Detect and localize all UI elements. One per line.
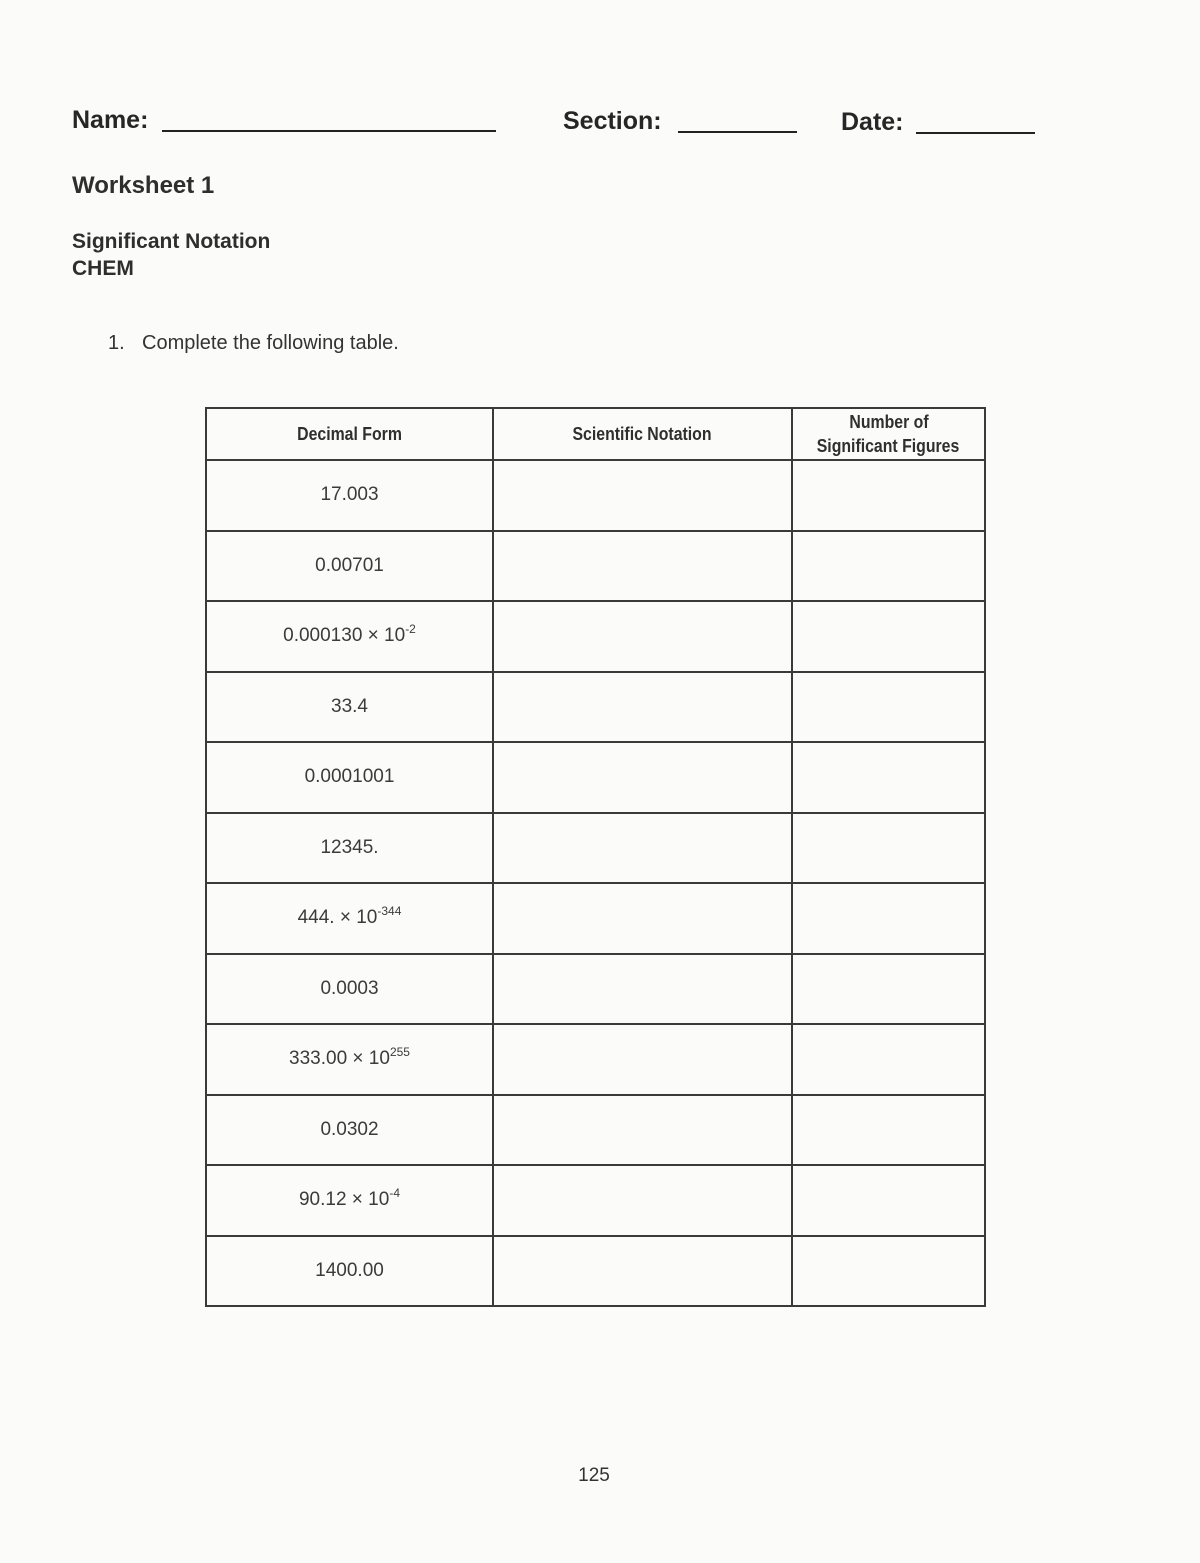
date-label: Date: xyxy=(841,108,904,136)
exponent: -2 xyxy=(405,622,416,637)
header-scientific-notation: Scientific Notation xyxy=(493,408,792,460)
instruction-number: 1. xyxy=(108,332,125,354)
course-label: CHEM xyxy=(72,257,134,280)
significant-figures-answer-cell[interactable] xyxy=(792,1236,985,1307)
decimal-form-cell xyxy=(206,1095,493,1166)
significant-figures-answer-cell[interactable] xyxy=(792,1165,985,1236)
exponent: 255 xyxy=(389,1045,410,1060)
decimal-form-value: 0.0302 xyxy=(320,1118,379,1140)
significant-figures-answer-cell[interactable] xyxy=(792,531,985,602)
decimal-form-cell xyxy=(206,460,493,531)
scientific-notation-answer-cell[interactable] xyxy=(493,672,792,743)
significant-figures-answer-cell[interactable] xyxy=(792,883,985,954)
table-row xyxy=(206,1024,985,1095)
significant-figures-answer-cell[interactable] xyxy=(792,1024,985,1095)
section-blank-line[interactable] xyxy=(678,131,797,133)
date-field[interactable] xyxy=(841,108,904,137)
exponent: -344 xyxy=(377,904,402,919)
decimal-form-cell xyxy=(206,813,493,884)
name-label: Name: xyxy=(72,106,149,134)
section-field[interactable] xyxy=(563,107,662,136)
decimal-form-value: 90.12 × 10 xyxy=(298,1189,390,1211)
table-row xyxy=(206,601,985,672)
page-number: 125 xyxy=(578,1465,610,1486)
scientific-notation-answer-cell[interactable] xyxy=(493,1095,792,1166)
decimal-form-value: 1400.00 xyxy=(315,1259,384,1281)
decimal-form-cell xyxy=(206,672,493,743)
section-label: Section: xyxy=(563,107,662,135)
table-row xyxy=(206,1095,985,1166)
decimal-form-value: 17.003 xyxy=(320,484,379,506)
decimal-form-value: 0.000130 × 10 xyxy=(283,625,406,647)
scientific-notation-answer-cell[interactable] xyxy=(493,601,792,672)
decimal-form-cell xyxy=(206,1165,493,1236)
scientific-notation-answer-cell[interactable] xyxy=(493,954,792,1025)
significant-figures-answer-cell[interactable] xyxy=(792,813,985,884)
table-row xyxy=(206,742,985,813)
instruction-text: Complete the following table. xyxy=(142,332,399,354)
date-blank-line[interactable] xyxy=(916,132,1035,134)
header-decimal-form: Decimal Form xyxy=(206,408,493,460)
significant-figures-answer-cell[interactable] xyxy=(792,1095,985,1166)
scientific-notation-answer-cell[interactable] xyxy=(493,1024,792,1095)
table-row xyxy=(206,883,985,954)
table-row xyxy=(206,460,985,531)
decimal-form-cell xyxy=(206,954,493,1025)
worksheet-subtitle: Significant Notation xyxy=(72,230,271,253)
table-row xyxy=(206,954,985,1025)
decimal-form-value: 0.00701 xyxy=(315,554,384,576)
scientific-notation-answer-cell[interactable] xyxy=(493,813,792,884)
scientific-notation-answer-cell[interactable] xyxy=(493,883,792,954)
header-number-of-significant-figures: Number of Significant Figures xyxy=(792,408,985,460)
significant-figures-answer-cell[interactable] xyxy=(792,460,985,531)
decimal-form-value: 444. × 10 xyxy=(297,907,378,929)
decimal-form-cell xyxy=(206,531,493,602)
scientific-notation-answer-cell[interactable] xyxy=(493,1236,792,1307)
worksheet-title: Worksheet 1 xyxy=(72,172,215,199)
table-row xyxy=(206,672,985,743)
scientific-notation-answer-cell[interactable] xyxy=(493,1165,792,1236)
scientific-notation-answer-cell[interactable] xyxy=(493,742,792,813)
table-row xyxy=(206,1165,985,1236)
decimal-form-value: 33.4 xyxy=(331,695,368,717)
instruction xyxy=(108,332,399,355)
decimal-form-value: 333.00 × 10 xyxy=(289,1048,390,1070)
decimal-form-cell xyxy=(206,601,493,672)
name-field[interactable] xyxy=(72,106,148,135)
decimal-form-cell xyxy=(206,742,493,813)
scientific-notation-answer-cell[interactable] xyxy=(493,531,792,602)
significant-figures-answer-cell[interactable] xyxy=(792,742,985,813)
table-row xyxy=(206,531,985,602)
table-header-row xyxy=(206,408,985,460)
significant-figures-answer-cell[interactable] xyxy=(792,601,985,672)
decimal-form-cell xyxy=(206,1236,493,1307)
exponent: -4 xyxy=(389,1186,400,1201)
decimal-form-value: 12345. xyxy=(320,836,379,858)
scientific-notation-answer-cell[interactable] xyxy=(493,460,792,531)
decimal-form-value: 0.0001001 xyxy=(304,766,395,788)
decimal-form-cell xyxy=(206,883,493,954)
table-body xyxy=(206,460,985,1306)
significant-figures-table xyxy=(205,407,986,1307)
decimal-form-value: 0.0003 xyxy=(320,977,379,999)
name-blank-line[interactable] xyxy=(162,130,496,132)
table-row xyxy=(206,813,985,884)
decimal-form-cell xyxy=(206,1024,493,1095)
significant-figures-answer-cell[interactable] xyxy=(792,672,985,743)
significant-figures-answer-cell[interactable] xyxy=(792,954,985,1025)
table-row xyxy=(206,1236,985,1307)
